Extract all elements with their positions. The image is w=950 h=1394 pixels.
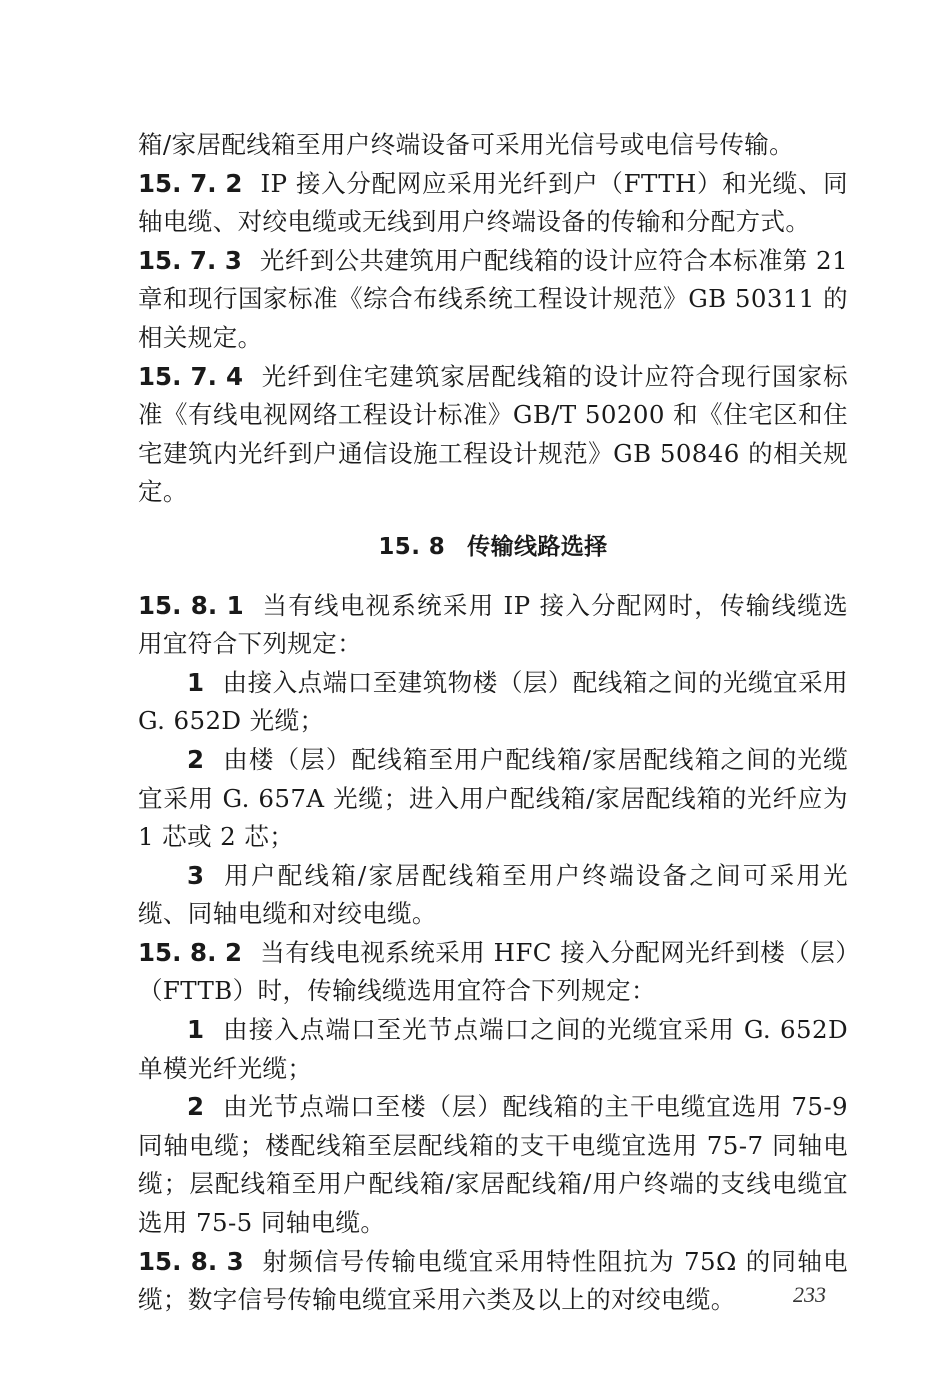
clause-15-8-2 bbox=[138, 934, 848, 1011]
continuation-paragraph bbox=[138, 126, 848, 165]
section-title: 传输线路选择 bbox=[467, 533, 608, 560]
clause-15-8-1 bbox=[138, 587, 848, 664]
clause-text: 光纤到住宅建筑家居配线箱的设计应符合现行国家标准《有线电视网络工程设计标准》GB/T 50200 和《住宅区和住宅建筑内光纤到户通信设施工程设计规范》GB 50846 的相关规定。 bbox=[138, 361, 848, 507]
list-item bbox=[138, 664, 848, 741]
clause-15-8-3 bbox=[138, 1243, 848, 1320]
item-number: 2 bbox=[187, 744, 205, 774]
item-text: 由接入点端口至光节点端口之间的光缆宜采用 G. 652D 单模光纤光缆； bbox=[138, 1015, 848, 1083]
item-number: 3 bbox=[187, 860, 205, 890]
clause-text: 射频信号传输电缆宜采用特性阻抗为 75Ω 的同轴电缆；数字信号传输电缆宜采用六类及以上的对绞电缆。 bbox=[138, 1246, 848, 1315]
clause-text: IP 接入分配网应采用光纤到户（FTTH）和光缆、同轴电缆、对绞电缆或无线到用户终端设备的传输和分配方式。 bbox=[138, 168, 848, 237]
item-text: 用户配线箱/家居配线箱至用户终端设备之间可采用光缆、同轴电缆和对绞电缆。 bbox=[138, 860, 848, 929]
page-body bbox=[138, 126, 848, 1320]
clause-text: 光纤到公共建筑用户配线箱的设计应符合本标准第 21 章和现行国家标准《综合布线系统工程设计规范》GB 50311 的相关规定。 bbox=[138, 245, 848, 352]
page-number: 233 bbox=[793, 1282, 826, 1307]
clause-number: 15. 8. 2 bbox=[138, 937, 243, 967]
clause-text: 当有线电视系统采用 HFC 接入分配网光纤到楼（层）（FTTB）时，传输线缆选用宜符合下列规定： bbox=[138, 937, 848, 1006]
section-heading bbox=[138, 528, 848, 567]
continuation-text: 箱/家居配线箱至用户终端设备可采用光信号或电信号传输。 bbox=[138, 130, 795, 159]
clause-number: 15. 8. 3 bbox=[138, 1246, 244, 1276]
clause-number: 15. 8. 1 bbox=[138, 590, 244, 620]
clause-text: 当有线电视系统采用 IP 接入分配网时，传输线缆选用宜符合下列规定： bbox=[138, 590, 848, 659]
item-text: 由光节点端口至楼（层）配线箱的主干电缆宜选用 75-9 同轴电缆；楼配线箱至层配线箱的支干电缆宜选用 75-7 同轴电缆；层配线箱至用户配线箱/家居配线箱/用户终端的支线电缆宜选用 75-5 同轴电缆。 bbox=[138, 1092, 848, 1238]
item-number: 1 bbox=[187, 1015, 205, 1045]
section-number: 15. 8 bbox=[378, 533, 446, 560]
clause-number: 15. 7. 4 bbox=[138, 361, 244, 391]
list-item bbox=[138, 1011, 848, 1088]
item-text: 由接入点端口至建筑物楼（层）配线箱之间的光缆宜采用 G. 652D 光缆； bbox=[138, 667, 848, 736]
clause-number: 15. 7. 3 bbox=[138, 245, 242, 275]
clause-15-7-2 bbox=[138, 165, 848, 242]
item-number: 1 bbox=[187, 667, 205, 697]
clause-15-7-4 bbox=[138, 358, 848, 512]
list-item bbox=[138, 1088, 848, 1242]
clause-number: 15. 7. 2 bbox=[138, 168, 243, 198]
item-number: 2 bbox=[187, 1092, 205, 1122]
clause-15-7-3 bbox=[138, 242, 848, 358]
list-item bbox=[138, 857, 848, 934]
list-item bbox=[138, 741, 848, 857]
item-text: 由楼（层）配线箱至用户配线箱/家居配线箱之间的光缆宜采用 G. 657A 光缆；进入用户配线箱/家居配线箱的光纤应为 1 芯或 2 芯； bbox=[138, 744, 848, 852]
